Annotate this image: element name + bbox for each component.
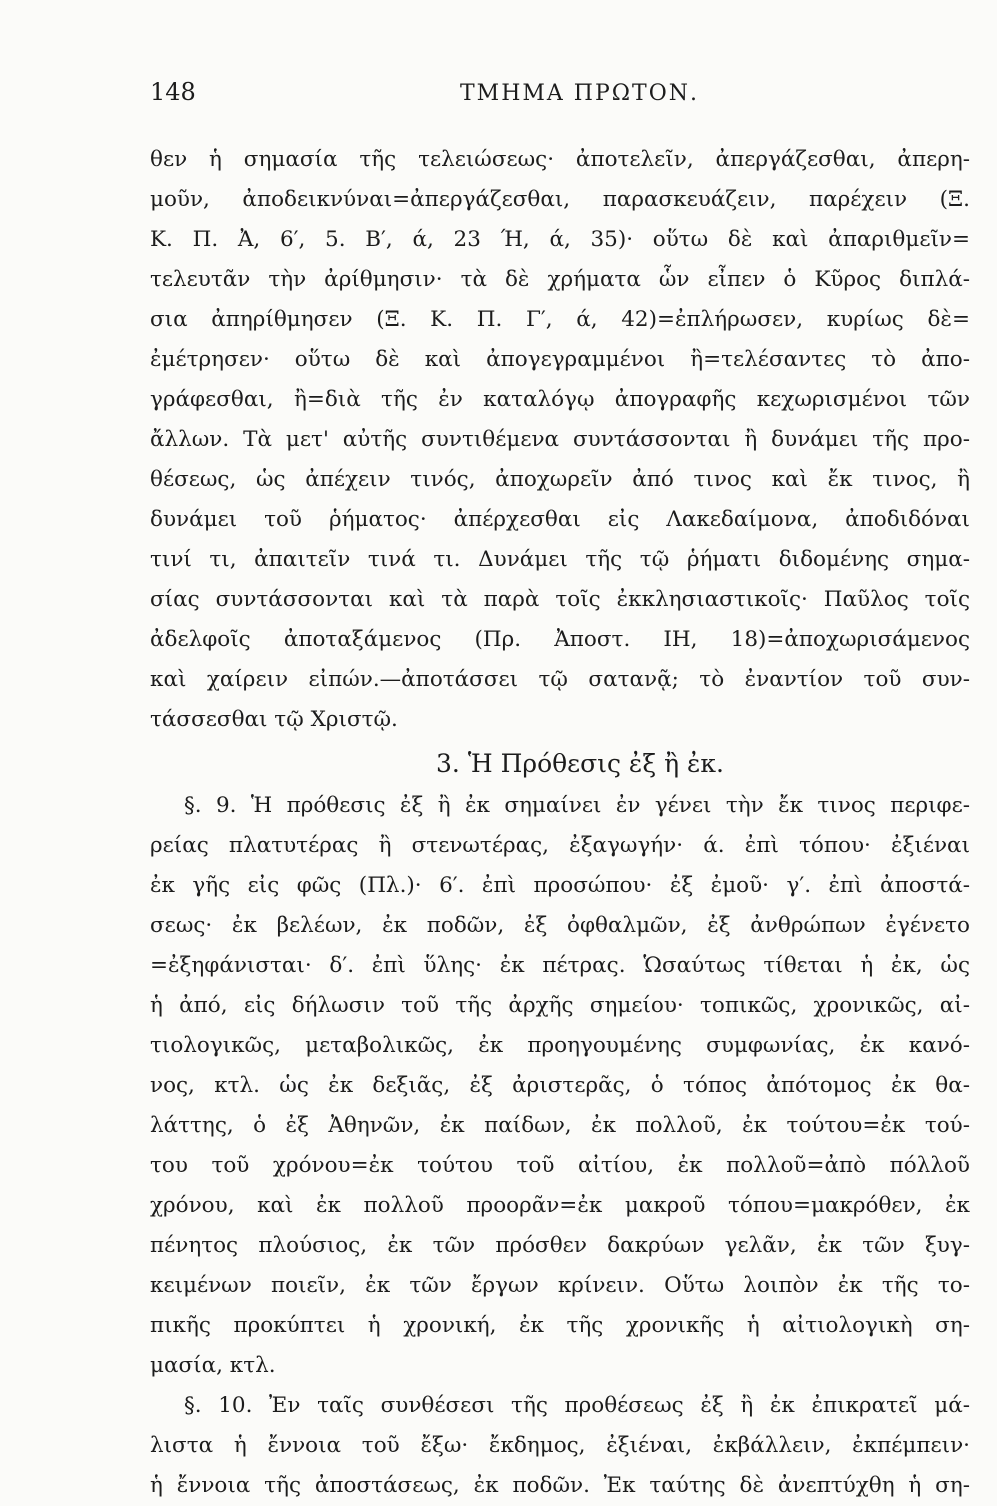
text-line: μασία, κτλ. xyxy=(150,1353,276,1378)
text-line: σια ἀπηρίθμησεν (Ξ. Κ. Π. Γ′, ά, 42)=ἐπλήρωσεν, κυρίως δὲ= xyxy=(150,307,970,332)
text-line: Κ. Π. Ἀ, 6′, 5. Β′, ά, 23 Ή, ά, 35)· οὕτω δὲ καὶ ἀπαριθμεῖν= xyxy=(150,227,970,252)
text-line: ρείας πλατυτέρας ἢ στενωτέρας, ἐξαγωγήν· ά. ἐπὶ τόπου· ἐξιέναι xyxy=(150,833,970,858)
text-line: =ἐξηφάνισται· δ′. ἐπὶ ὕλης· ἐκ πέτρας. Ὡσαύτως τίθεται ἡ ἐκ, ὡς xyxy=(150,953,970,978)
text-line: καὶ χαίρειν εἰπών.—ἀποτάσσει τῷ σατανᾷ; τὸ ἐναντίον τοῦ συν- xyxy=(150,667,970,692)
text-line: λιστα ἡ ἔννοια τοῦ ἔξω· ἔκδημος, ἐξιέναι, ἐκβάλλειν, ἐκπέμπειν· xyxy=(150,1433,970,1458)
text-line: ἡ ἀπό, εἰς δήλωσιν τοῦ τῆς ἀρχῆς σημείου· τοπικῶς, χρονικῶς, αἰ- xyxy=(150,993,970,1018)
text-line: κειμένων ποιεῖν, ἐκ τῶν ἔργων κρίνειν. Οὕτω λοιπὸν ἐκ τῆς το- xyxy=(150,1273,970,1298)
text-line: ἐκ γῆς εἰς φῶς (Πλ.)· 6′. ἐπὶ προσώπου· ἐξ ἐμοῦ· γ′. ἐπὶ ἀποστά- xyxy=(150,873,970,898)
text-line: §. 9. Ἡ πρόθεσις ἐξ ἢ ἐκ σημαίνει ἐν γένει τὴν ἔκ τινος περιφε- xyxy=(184,793,970,818)
text-line: ἡ ἔννοια τῆς ἀποστάσεως, ἐκ ποδῶν. Ἐκ ταύτης δὲ ἀνεπτύχθη ἡ ση- xyxy=(150,1473,970,1498)
text-line: θεν ἡ σημασία τῆς τελειώσεως· ἀποτελεῖν, ἀπεργάζεσθαι, ἀπερη- xyxy=(150,147,970,172)
page-number: 148 xyxy=(150,78,196,106)
text-line: δυνάμει τοῦ ῥήματος· ἀπέρχεσθαι εἰς Λακεδαίμονα, ἀποδιδόναι xyxy=(150,507,970,532)
text-line: του τοῦ χρόνου=ἐκ τούτου τοῦ αἰτίου, ἐκ πολλοῦ=ἀπὸ πόλλοῦ xyxy=(150,1153,970,1178)
text-line: λάττης, ὁ ἐξ Ἀθηνῶν, ἐκ παίδων, ἐκ πολλοῦ, ἐκ τούτου=ἐκ τού- xyxy=(150,1113,970,1138)
running-title: ΤΜΗΜΑ ΠΡΩΤΟΝ. xyxy=(460,81,699,106)
text-line: μοῦν, ἀποδεικνύναι=ἀπεργάζεσθαι, παρασκευάζειν, παρέχειν (Ξ. xyxy=(150,187,970,212)
text-line: σίας συντάσσονται καὶ τὰ παρὰ τοῖς ἐκκλησιαστικοῖς· Παῦλος τοῖς xyxy=(150,587,970,612)
text-line: γράφεσθαι, ἢ=διὰ τῆς ἐν καταλόγῳ ἀπογραφῆς κεχωρισμένοι τῶν xyxy=(150,387,970,412)
text-line: χρόνου, καὶ ἐκ πολλοῦ προορᾶν=ἐκ μακροῦ τόπου=μακρόθεν, ἐκ xyxy=(150,1193,970,1218)
page xyxy=(150,78,970,1506)
text-line: πικῆς προκύπτει ἡ χρονική, ἐκ τῆς χρονικῆς ἡ αἰτιολογικὴ ση- xyxy=(150,1313,970,1338)
text-line: θέσεως, ὡς ἀπέχειν τινός, ἀποχωρεῖν ἀπό τινος καὶ ἔκ τινος, ἢ xyxy=(150,467,970,492)
page-header xyxy=(150,78,970,118)
text-line: ἄλλων. Τὰ μετ' αὐτῆς συντιθέμενα συντάσσονται ἢ δυνάμει τῆς προ- xyxy=(150,427,970,452)
section-title: 3. Ἡ Πρόθεσις ἐξ ἢ ἐκ. xyxy=(436,749,724,778)
text-line: ἀδελφοῖς ἀποταξάμενος (Πρ. Ἀποστ. ΙΗ, 18)=ἀποχωρισάμενος xyxy=(150,627,970,652)
text-line: ἐμέτρησεν· οὕτω δὲ καὶ ἀπογεγραμμένοι ἢ=τελέσαντες τὸ ἀπο- xyxy=(150,347,970,372)
text-line: πένητος πλούσιος, ἐκ τῶν πρόσθεν δακρύων γελᾶν, ἐκ τῶν ξυγ- xyxy=(150,1233,970,1258)
text-line: τελευτᾶν τὴν ἀρίθμησιν· τὰ δὲ χρήματα ὧν εἶπεν ὁ Κῦρος διπλά- xyxy=(150,267,970,292)
text-line: §. 10. Ἐν ταῖς συνθέσεσι τῆς προθέσεως ἐξ ἢ ἐκ ἐπικρατεῖ μά- xyxy=(184,1393,970,1418)
text-line: τάσσεσθαι τῷ Χριστῷ. xyxy=(150,707,398,732)
text-line: νος, κτλ. ὡς ἐκ δεξιᾶς, ἐξ ἀριστερᾶς, ὁ τόπος ἀπότομος ἐκ θα- xyxy=(150,1073,970,1098)
text-line: σεως· ἐκ βελέων, ἐκ ποδῶν, ἐξ ὀφθαλμῶν, ἐξ ἀνθρώπων ἐγένετο xyxy=(150,913,970,938)
page-body xyxy=(150,140,970,1506)
text-line: τιολογικῶς, μεταβολικῶς, ἐκ προηγουμένης συμφωνίας, ἐκ κανό- xyxy=(150,1033,970,1058)
text-line: τινί τι, ἀπαιτεῖν τινά τι. Δυνάμει τῆς τῷ ῥήματι διδομένης σημα- xyxy=(150,547,970,572)
